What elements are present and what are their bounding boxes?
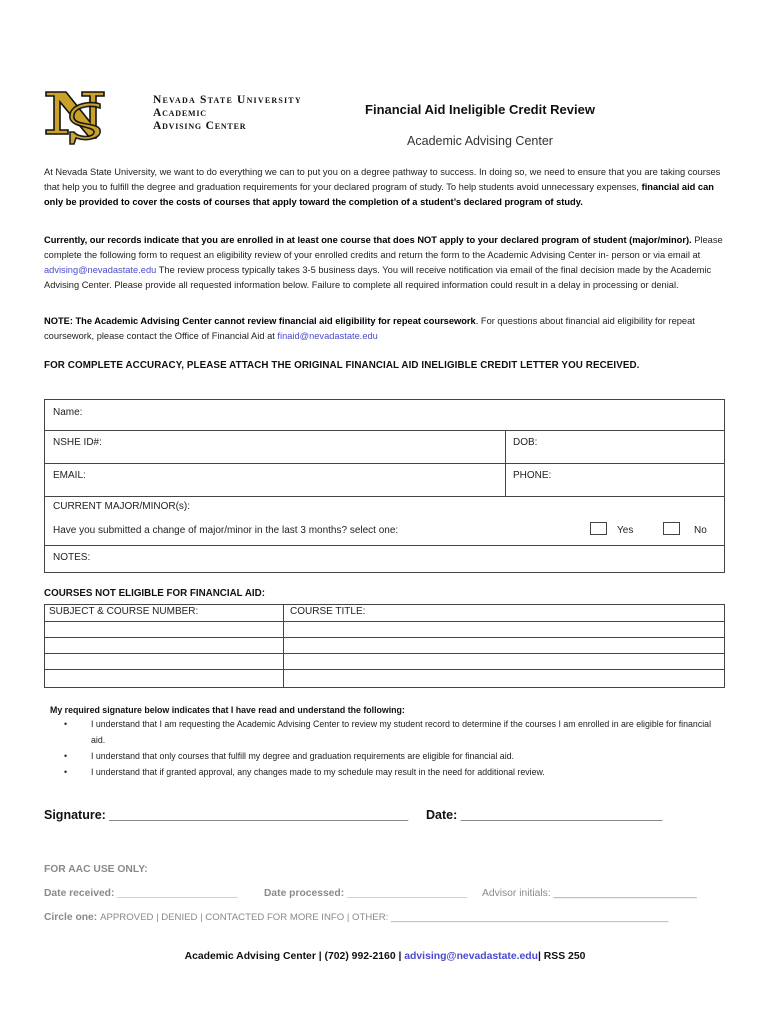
no-label: No [694,525,707,536]
intro-emphasis: financial aid can only be provided to cover the costs of courses that apply toward the completion of a student’s declared program of study. [44,182,714,207]
major-label: CURRENT MAJOR/MINOR(s): [53,501,191,512]
course-row[interactable] [45,637,724,638]
page-title: Financial Aid Ineligible Credit Review [365,102,595,117]
student-info-form [44,399,725,573]
course-row[interactable] [45,669,724,670]
attach-notice: FOR COMPLETE ACCURACY, PLEASE ATTACH THE ORIGINAL FINANCIAL AID INELIGIBLE CREDIT LETTER YOU RECEIVED. [44,360,640,371]
course-row[interactable] [45,621,724,622]
list-item: • I understand that I am requesting the Academic Advising Center to review my student record to determine if the courses I am enrolled in are eligible for financial aid. [64,719,712,745]
footer-room: | RSS 250 [538,951,586,962]
signature-field[interactable]: Signature: ___________________________________________ [44,808,409,822]
yes-label: Yes [617,525,634,536]
dob-label: DOB: [513,437,538,448]
records-text-2: The review process typically takes 3-5 business days. You will receive notification via email of the final decision made by the Academic Advising Center. Please provide all requested information below. Failure to complete all required information could result in a delay in processing or denial. [44,265,712,290]
nsu-logo-mark [42,86,122,146]
footer-contact [0,951,770,962]
intro-text: At Nevada State University, we want to do everything we can to put you on a degree pathway to success. In doing so, we need to ensure that you are taking courses that help you to fulfill the degree and graduation requirements for your declared program of study. To help students avoid unnecessary expenses, [44,167,721,192]
change-question: Have you submitted a change of major/minor in the last 3 months? select one: [53,525,399,536]
circle-one-options: APPROVED | DENIED | CONTACTED FOR MORE INFO | OTHER: ____________________________________________________ [100,912,669,923]
courses-table [44,604,725,688]
nshe-id-label: NSHE ID#: [53,437,102,448]
circle-one-row [44,912,734,923]
subject-column-header: SUBJECT & COURSE NUMBER: [49,606,199,617]
acknowledgement-heading: My required signature below indicates that I have read and understand the following: [50,705,405,715]
footer-email-link[interactable]: advising@nevadastate.edu [404,951,538,962]
date-processed-field: Date processed: _____________________ [264,888,468,899]
acknowledgement-list [64,716,726,780]
department-name-line1: Academic [153,107,207,119]
department-name-line2: Advising Center [153,120,247,132]
major-row [45,496,724,543]
nshe-dob-row [45,430,724,464]
email-phone-row [45,463,724,497]
list-item: • I understand that if granted approval, any changes made to my schedule may result in the need for additional review. [64,767,545,777]
aac-use-heading: FOR AAC USE ONLY: [44,864,148,875]
note-emphasis: NOTE: The Academic Advising Center cannot review financial aid eligibility for repeat coursework [44,316,476,326]
records-text: Please complete the following form to request an eligibility review of your enrolled credits and return the form to the Academic Advising Center in- person or via email at [44,235,723,260]
note-text: . For questions about financial aid eligibility for repeat coursework, please contact the Office of Financial Aid at [44,316,695,341]
footer-text: Academic Advising Center | (702) 992-2160 | [184,951,405,962]
circle-one-label: Circle one: [44,912,98,923]
course-row[interactable] [45,653,724,654]
date-field[interactable]: Date: _____________________________ [426,808,663,822]
date-received-field: Date received: _____________________ [44,888,238,899]
advisor-initials-field: Advisor initials: _________________________ [482,888,697,899]
notes-row[interactable] [45,545,724,574]
finaid-email-link[interactable]: finaid@nevadastate.edu [277,331,378,341]
name-row[interactable] [45,400,724,430]
records-paragraph [44,233,726,293]
email-label: EMAIL: [53,470,86,481]
no-checkbox[interactable] [663,522,680,535]
advising-email-link[interactable]: advising@nevadastate.edu [44,265,157,275]
university-name: Nevada State University [153,94,302,106]
course-title-column-header: COURSE TITLE: [290,606,366,617]
notes-label: NOTES: [53,552,91,563]
courses-heading: COURSES NOT ELIGIBLE FOR FINANCIAL AID: [44,588,265,599]
name-label: Name: [53,407,83,418]
phone-label: PHONE: [513,470,552,481]
intro-paragraph [44,165,726,210]
yes-checkbox[interactable] [590,522,607,535]
page-subtitle: Academic Advising Center [407,134,553,148]
nsu-logo-wordmark [153,94,302,133]
note-paragraph [44,314,726,344]
list-item: • I understand that only courses that fulfill my degree and graduation requirements are eligible for financial aid. [64,751,514,761]
records-emphasis: Currently, our records indicate that you are enrolled in at least one course that does NOT apply to your declared program of student (major/minor). [44,235,692,245]
